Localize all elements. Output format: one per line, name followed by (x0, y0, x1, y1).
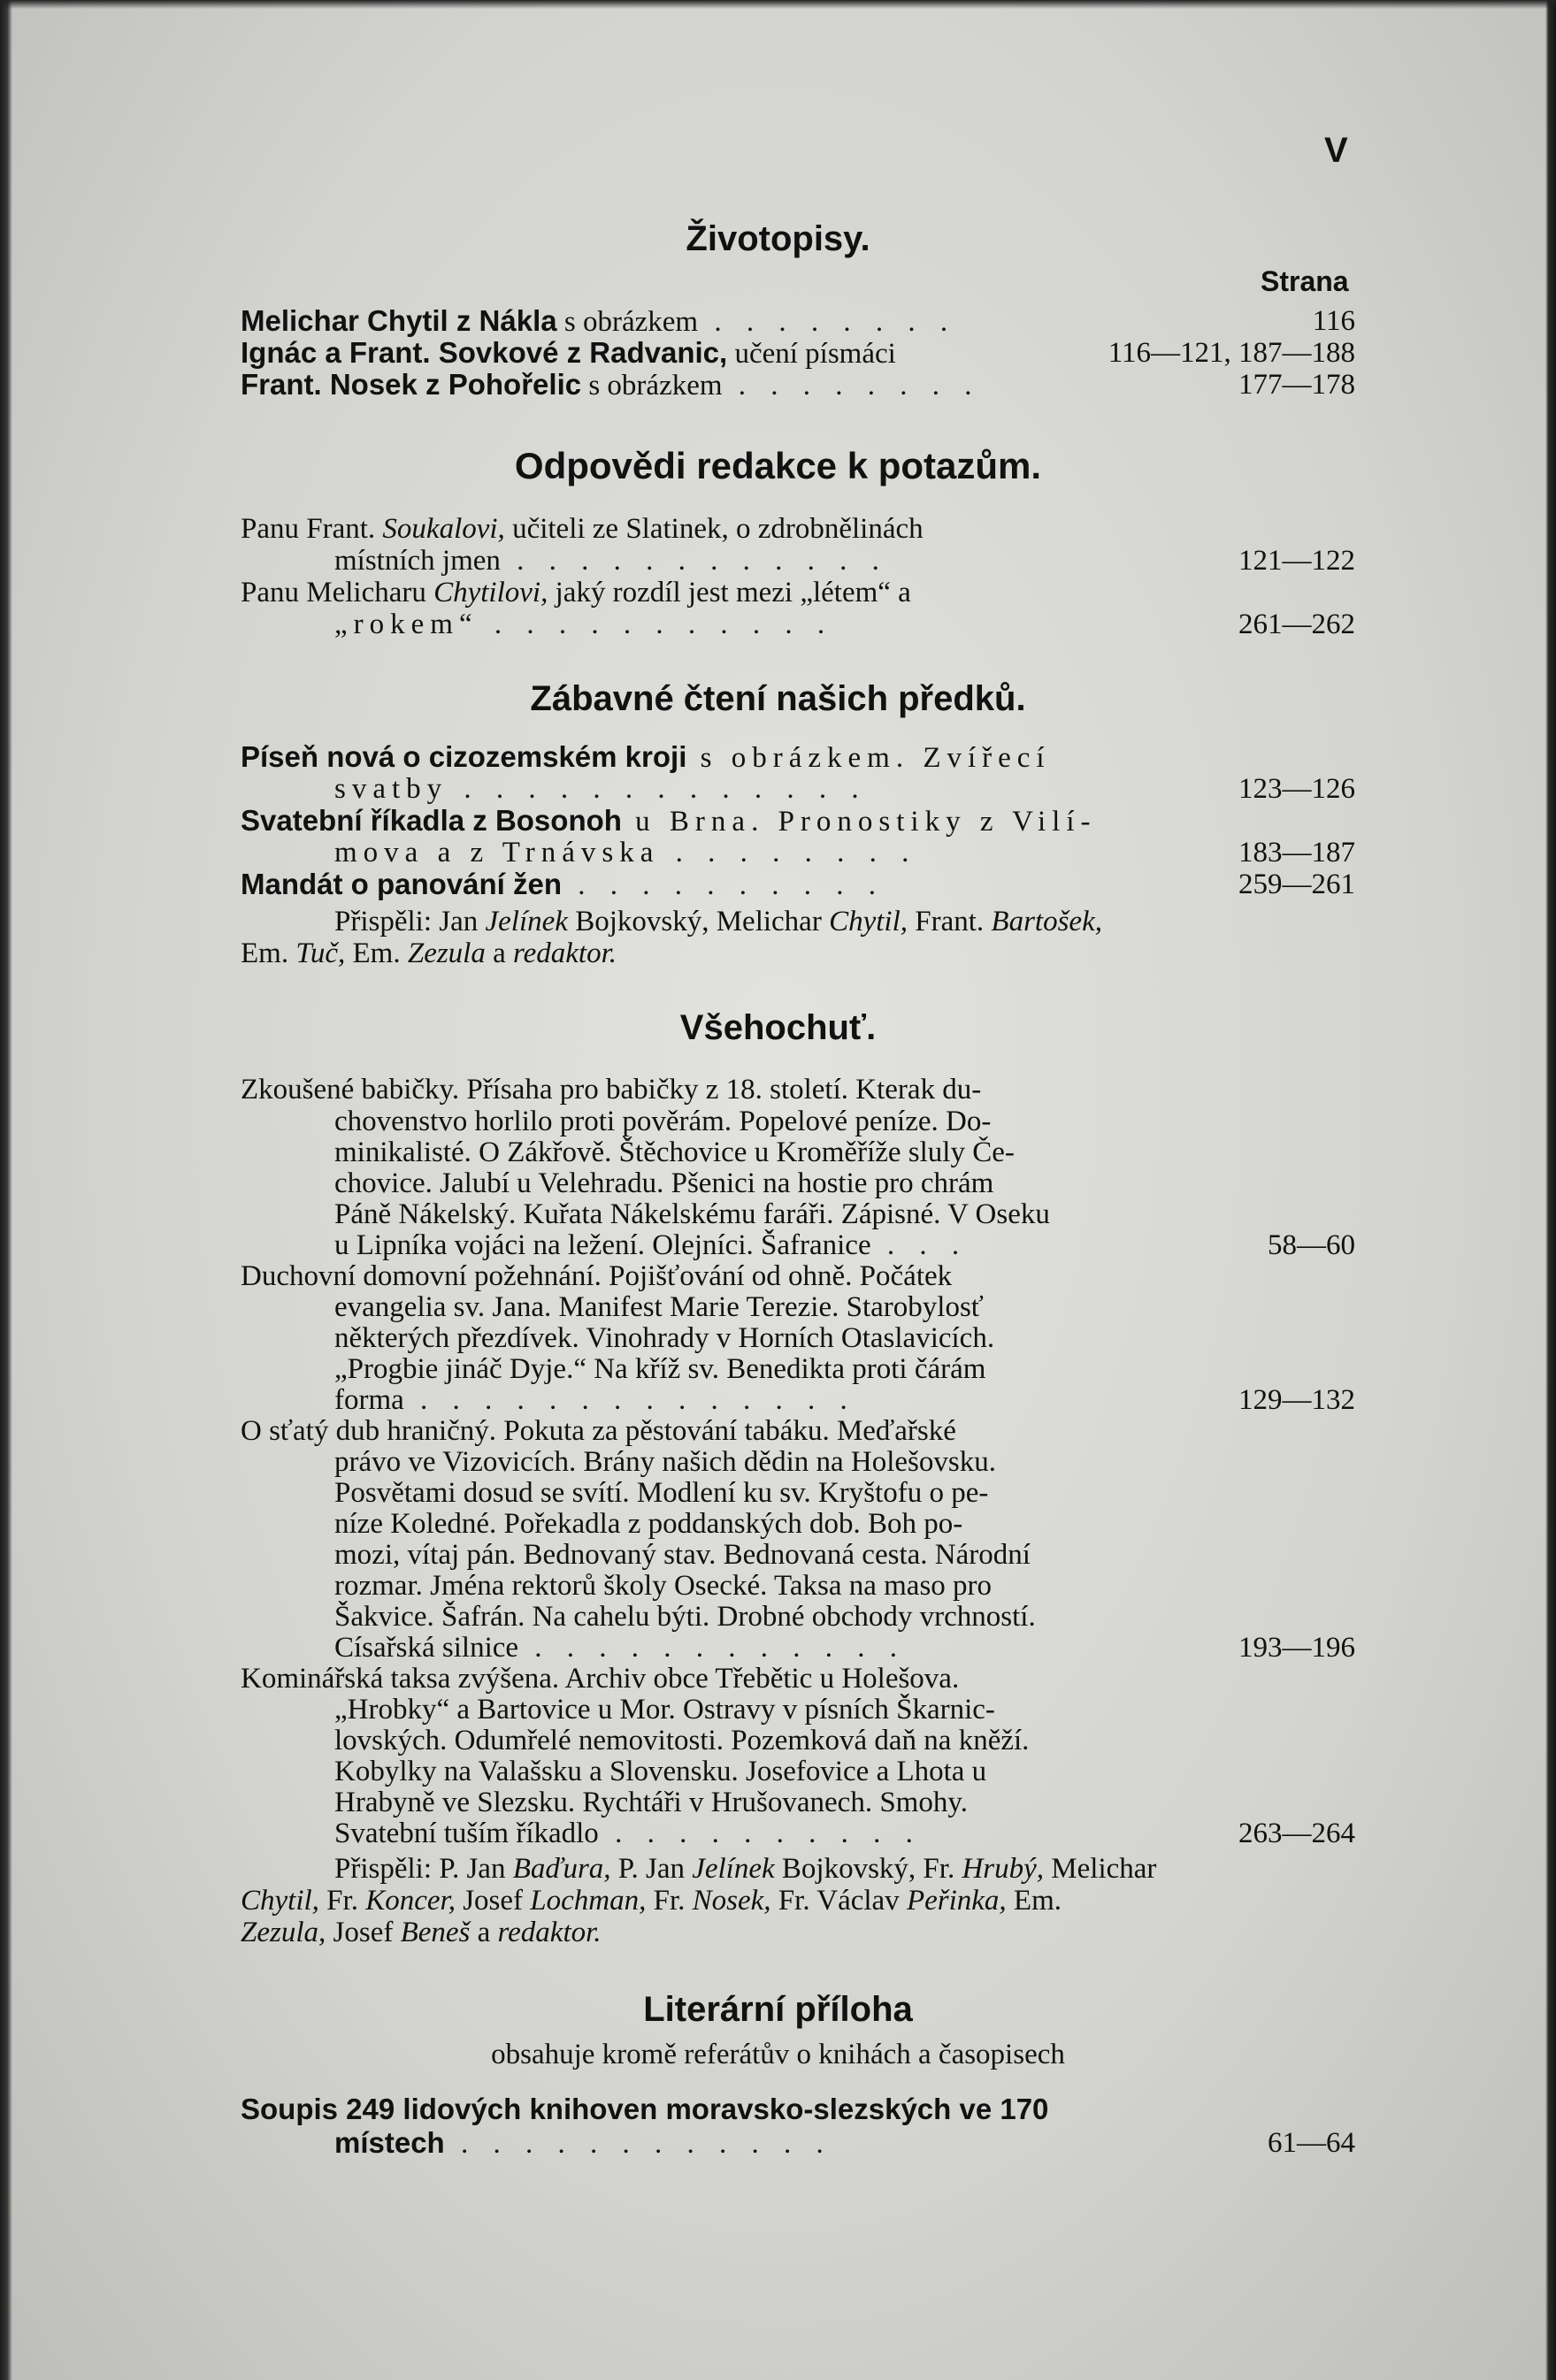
entry-pisen-pages: 123—126 (1238, 773, 1355, 805)
vsehochut-contributors-line3: Zezula, Josef Beneš a redaktor. (241, 1917, 602, 1948)
miscellany-line: Duchovní domovní požehnání. Pojišťování od ohně. Počátek (241, 1260, 953, 1292)
miscellany-line: u Lipníka vojáci na ležení. Olejníci. Šafranice . . . (334, 1229, 969, 1261)
miscellany-line: evangelia sv. Jana. Manifest Marie Terezie. Starobylosť (334, 1291, 984, 1323)
miscellany-line: Páně Nákelský. Kuřata Nákelskému faráři. Zápisné. V Oseku (334, 1198, 1050, 1230)
page-number: V (1324, 131, 1348, 170)
miscellany-line: právo ve Vizovicích. Brány našich dědin na Holešovsku. (334, 1446, 996, 1478)
miscellany-line: rozmar. Jména rektorů školy Osecké. Taksa na maso pro (334, 1570, 993, 1602)
strana-label: Strana (1261, 265, 1349, 297)
section-title-vsehochut: Všehochuť. (679, 1008, 877, 1047)
section-title-priloha: Literární příloha (643, 1990, 913, 2029)
miscellany-line: chovenstvo horlilo proti pověrám. Popelové peníze. Do- (334, 1106, 992, 1137)
entry-mandat-pages: 259—261 (1238, 869, 1355, 900)
entry-svatebni-pages: 183—187 (1238, 837, 1355, 869)
entry-pisen-line1: Píseň nová o cizozemském kroji s obrázkem. Zvířecí (241, 741, 1051, 773)
answer-chytil-line1: Panu Melicharu Chytilovi, jaký rozdíl jest mezi „létem“ a (241, 577, 911, 608)
miscellany-line: Zkoušené babičky. Přísaha pro babičky z 18. století. Kterak du- (241, 1074, 982, 1106)
miscellany-line: Šakvice. Šafrán. Na cahelu býti. Drobné obchody vrchností. (334, 1601, 1036, 1633)
miscellany-line: Svatební tuším říkadlo . . . . . . . . . . (334, 1818, 922, 1849)
miscellany-line: Hrabyně ve Slezsku. Rychtáři v Hrušovanech. Smohy. (334, 1787, 968, 1818)
miscellany-pages-1: 58—60 (1268, 1229, 1355, 1261)
entry-mandat: Mandát o panování žen . . . . . . . . . . (241, 869, 885, 900)
entry-nosek: Frant. Nosek z Pohořelic s obrázkem . . . . . . . . (241, 369, 981, 401)
answer-soukal-pages: 121—122 (1238, 545, 1355, 577)
priloha-entry-line2: místech . . . . . . . . . . . . (334, 2127, 832, 2159)
entry-chytil: Melichar Chytil z Nákla s obrázkem . . . . . . . . (241, 305, 957, 337)
entry-chytil-pages: 116 (1312, 305, 1355, 337)
miscellany-line: Posvětami dosud se svítí. Modlení ku sv. Kryštofu o pe- (334, 1477, 989, 1509)
miscellany-line: Císařská silnice . . . . . . . . . . . . (334, 1632, 907, 1664)
vsehochut-contributors-line2: Chytil, Fr. Koncer, Josef Lochman, Fr. Nosek, Fr. Václav Peřinka, Em. (241, 1885, 1062, 1917)
priloha-entry-line1: Soupis 249 lidových knihoven moravsko-slezských ve 170 (241, 2093, 1049, 2125)
entry-nosek-pages: 177—178 (1238, 369, 1355, 401)
miscellany-line: „Progbie jináč Dyje.“ Na kříž sv. Benedikta proti čárám (334, 1353, 986, 1385)
miscellany-pages-4: 263—264 (1238, 1818, 1355, 1849)
miscellany-pages-3: 193—196 (1238, 1632, 1355, 1664)
miscellany-line: „Hrobky“ a Bartovice u Mor. Ostravy v písních Škarnic- (334, 1694, 995, 1726)
entry-svatebni-line2: mova a z Trnávska . . . . . . . . (334, 837, 918, 869)
miscellany-line: mozi, vítaj pán. Bednovaný stav. Bednovaná cesta. Národní (334, 1539, 1031, 1571)
miscellany-line: chovice. Jalubí u Velehradu. Pšenici na hostie pro chrám (334, 1167, 994, 1199)
miscellany-line: O sťatý dub hraničný. Pokuta za pěstování tabáku. Meďařské (241, 1415, 956, 1447)
miscellany-line: Kobylky na Valašsku a Slovensku. Josefovice a Lhota u (334, 1756, 987, 1787)
zabavne-contributors-line2: Em. Tuč, Em. Zezula a redaktor. (241, 937, 617, 969)
section-title-odpovedi: Odpovědi redakce k potazům. (514, 445, 1042, 486)
miscellany-line: forma . . . . . . . . . . . . . . (334, 1384, 856, 1416)
answer-soukal-line2: místních jmen . . . . . . . . . . . . (334, 545, 888, 577)
vsehochut-contributors-line1: Přispěli: P. Jan Baďura, P. Jan Jelínek Bojkovský, Fr. Hrubý, Melichar (334, 1853, 1157, 1885)
miscellany-line: minikalisté. O Zákřově. Štěchovice u Kroměříže sluly Če- (334, 1136, 1015, 1168)
answer-chytil-pages: 261—262 (1238, 608, 1355, 640)
entry-svatebni-line1: Svatební říkadla z Bosonoh u Brna. Pronostiky z Vilí- (241, 805, 1097, 837)
page-top-edge (0, 0, 1556, 9)
answer-soukal-line1: Panu Frant. Soukalovi, učiteli ze Slatinek, o zdrobnělinách (241, 513, 924, 545)
section-title-zabavne: Zábavné čtení našich předků. (530, 679, 1026, 718)
miscellany-line: lovských. Odumřelé nemovitosti. Pozemková daň na kněží. (334, 1725, 1030, 1756)
priloha-entry-pages: 61—64 (1268, 2127, 1355, 2159)
entry-sovkove: Ignác a Frant. Sovkové z Radvanic, učení písmáci (241, 337, 896, 369)
miscellany-line: Kominářská taksa zvýšena. Archiv obce Třebětic u Holešova. (241, 1663, 960, 1695)
miscellany-line: níze Koledné. Pořekadla z poddanských dob. Boh po- (334, 1508, 963, 1540)
entry-pisen-line2: svatby . . . . . . . . . . . . . (334, 773, 868, 805)
miscellany-pages-2: 129—132 (1238, 1384, 1355, 1416)
miscellany-line: některých přezdívek. Vinohrady v Horních Otaslavicích. (334, 1322, 995, 1354)
answer-chytil-line2: „rokem“ . . . . . . . . . . . (334, 608, 834, 640)
priloha-subtitle: obsahuje kromě referátův o knihách a časopisech (491, 2039, 1065, 2070)
zabavne-contributors-line1: Přispěli: Jan Jelínek Bojkovský, Melichar Chytil, Frant. Bartošek, (334, 906, 1102, 937)
section-title-zivotopisy: Životopisy. (686, 219, 870, 258)
entry-sovkove-pages: 116—121, 187—188 (1108, 337, 1355, 369)
